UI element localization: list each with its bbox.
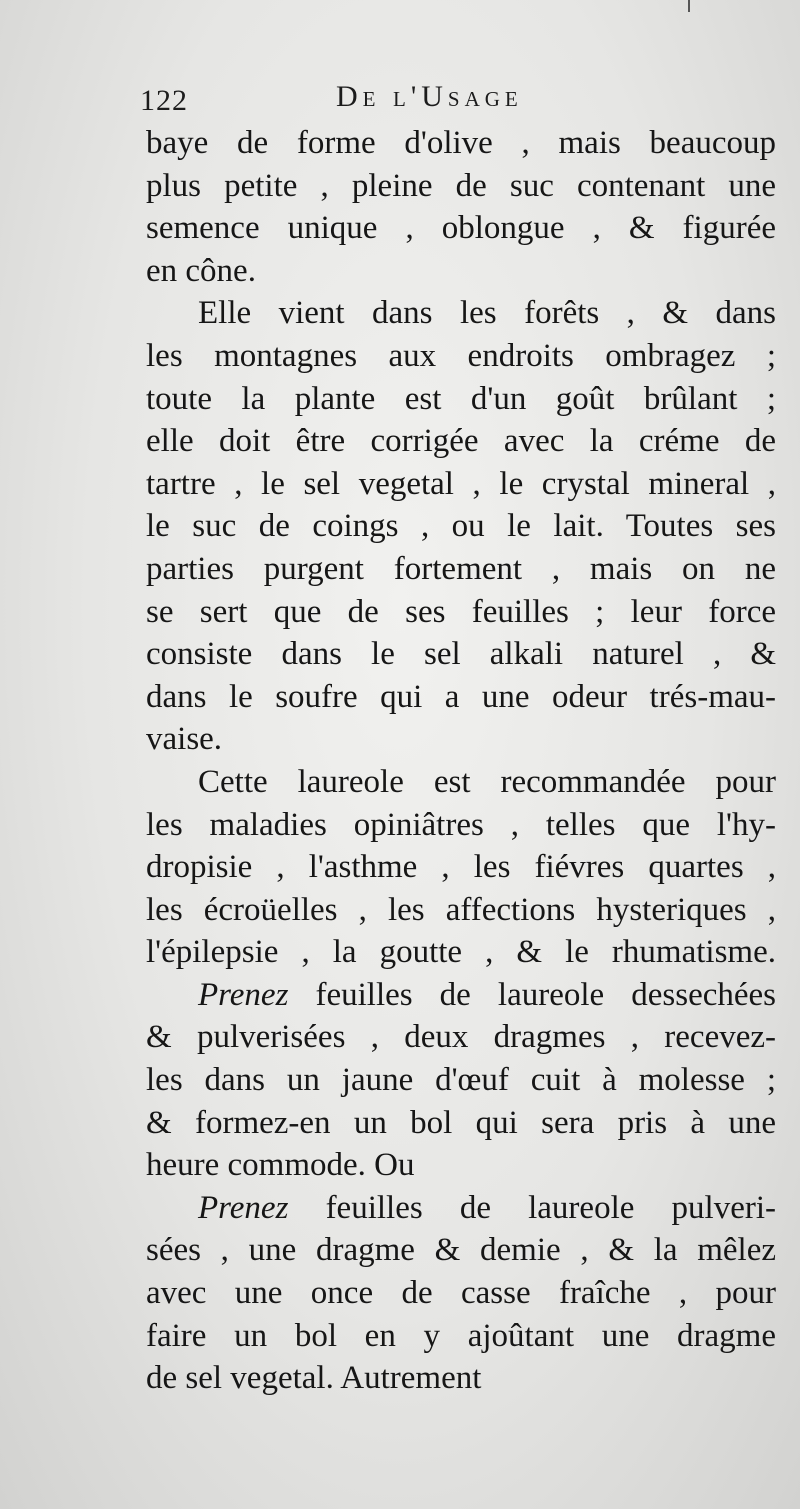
text-line: plus petite , pleine de suc contenant une <box>146 167 776 204</box>
running-head: De l'Usage <box>336 80 523 113</box>
text-line: de sel vegetal. Autrement <box>146 1360 482 1397</box>
text-line: consiste dans le sel alkali naturel , & <box>146 636 776 673</box>
text-line: les dans un jaune d'œuf cuit à molesse ; <box>146 1062 776 1099</box>
text-line: en cône. <box>146 252 256 289</box>
text-line: Prenez feuilles de laureole pulveri- <box>198 1189 776 1226</box>
body-text <box>146 122 776 1400</box>
text-line: sées , une dragme & demie , & la mêlez <box>146 1232 776 1269</box>
text-line: l'épilepsie , la goutte , & le rhumatisme. <box>146 934 776 971</box>
page-edge-mark <box>688 0 690 12</box>
text-line: faire un bol en y ajoûtant une dragme <box>146 1317 776 1354</box>
page-number: 122 <box>140 84 188 117</box>
text-line: vaise. <box>146 721 223 758</box>
italic-word: Prenez <box>198 1189 289 1226</box>
text-line: le suc de coings , ou le lait. Toutes ses <box>146 508 776 545</box>
text-line: Prenez feuilles de laureole dessechées <box>198 976 776 1013</box>
text-line: les montagnes aux endroits ombragez ; <box>146 337 776 374</box>
text-line: semence unique , oblongue , & figurée <box>146 210 776 247</box>
text-line: toute la plante est d'un goût brûlant ; <box>146 380 776 417</box>
text-line: baye de forme d'olive , mais beaucoup <box>146 125 776 161</box>
text-line: les maladies opiniâtres , telles que l'hy- <box>146 806 776 843</box>
text-line: Cette laureole est recommandée pour <box>198 763 776 800</box>
text-line: parties purgent fortement , mais on ne <box>146 550 776 587</box>
text-line: tartre , le sel vegetal , le crystal mineral , <box>146 465 776 502</box>
text-line: & pulverisées , deux dragmes , recevez- <box>146 1019 776 1056</box>
italic-word: Prenez <box>198 976 289 1013</box>
text-line: heure commode. Ou <box>146 1147 415 1184</box>
text-line: les écroüelles , les affections hysteriques , <box>146 891 776 928</box>
text-line: se sert que de ses feuilles ; leur force <box>146 593 776 630</box>
text-line: elle doit être corrigée avec la créme de <box>146 423 776 460</box>
text-line: avec une once de casse fraîche , pour <box>146 1275 776 1312</box>
text-line: dropisie , l'asthme , les fiévres quartes , <box>146 849 776 886</box>
text-line: Elle vient dans les forêts , & dans <box>198 295 776 332</box>
page-header <box>140 80 640 120</box>
text-line: dans le soufre qui a une odeur trés-mau- <box>146 678 776 715</box>
text-line: & formez-en un bol qui sera pris à une <box>146 1104 776 1141</box>
